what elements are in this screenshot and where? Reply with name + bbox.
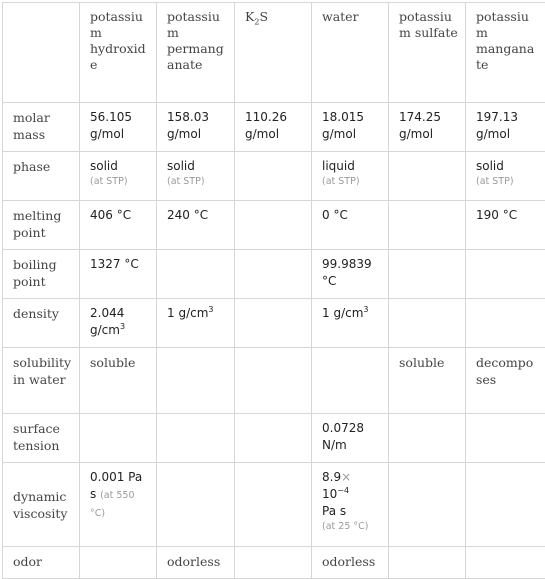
cell-phase-water xyxy=(312,152,389,201)
column-header-water: water xyxy=(312,3,389,103)
row-label-density: density xyxy=(3,299,80,348)
cell-melting-point-k2s xyxy=(235,201,312,250)
phase-value: solid xyxy=(90,159,118,173)
row-boiling-point xyxy=(3,250,545,299)
cell-boiling-point-koh: 1327 °C xyxy=(80,250,157,299)
viscosity-base: 10 xyxy=(322,487,338,501)
row-phase xyxy=(3,152,545,201)
cell-density-k2mno4 xyxy=(466,299,545,348)
cell-molar-mass-k2mno4: 197.13 g/mol xyxy=(466,103,545,152)
cell-molar-mass-k2s: 110.26 g/mol xyxy=(235,103,312,152)
cell-solubility-k2s xyxy=(235,348,312,414)
phase-note: (at STP) xyxy=(322,176,360,187)
viscosity-note: (at 550 °C) xyxy=(90,490,135,519)
column-header-potassium-sulfate: potassium sulfate xyxy=(389,3,466,103)
cell-boiling-point-k2so4 xyxy=(389,250,466,299)
row-melting-point xyxy=(3,201,545,250)
density-exponent: 3 xyxy=(119,322,126,331)
row-label-melting-point: melting point xyxy=(3,201,80,250)
cell-dynamic-viscosity-k2mno4 xyxy=(466,463,545,547)
cell-odor-k2mno4 xyxy=(466,547,545,579)
cell-boiling-point-k2mno4 xyxy=(466,250,545,299)
row-odor xyxy=(3,547,545,579)
cell-density-k2s xyxy=(235,299,312,348)
k2s-subscript: 2 xyxy=(254,17,260,27)
row-solubility xyxy=(3,348,545,414)
cell-molar-mass-koh: 56.105 g/mol xyxy=(80,103,157,152)
cell-solubility-k2so4: soluble xyxy=(389,348,466,414)
cell-melting-point-water: 0 °C xyxy=(312,201,389,250)
cell-phase-k2mno4 xyxy=(466,152,545,201)
row-density xyxy=(3,299,545,348)
column-header-potassium-permanganate: potassium permanganate xyxy=(157,3,235,103)
density-value: 1 g/cm xyxy=(167,306,209,320)
cell-boiling-point-k2s xyxy=(235,250,312,299)
cell-melting-point-koh: 406 °C xyxy=(80,201,157,250)
cell-odor-k2so4 xyxy=(389,547,466,579)
properties-table xyxy=(2,2,545,579)
cell-dynamic-viscosity-koh xyxy=(80,463,157,547)
column-header-k2s xyxy=(235,3,312,103)
row-label-dynamic-viscosity: dynamic viscosity xyxy=(3,463,80,547)
cell-density-koh xyxy=(80,299,157,348)
viscosity-value: 0.001 Pa s xyxy=(90,470,143,501)
cell-density-kmno4 xyxy=(157,299,235,348)
cell-odor-water: odorless xyxy=(312,547,389,579)
cell-molar-mass-kmno4: 158.03 g/mol xyxy=(157,103,235,152)
cell-surface-tension-k2mno4 xyxy=(466,414,545,463)
cell-solubility-k2mno4: decomposes xyxy=(466,348,545,414)
k2s-tail: S xyxy=(259,9,269,24)
phase-note: (at STP) xyxy=(476,176,514,187)
cell-boiling-point-water: 99.9839 °C xyxy=(312,250,389,299)
cell-phase-kmno4 xyxy=(157,152,235,201)
phase-value: solid xyxy=(476,159,504,173)
row-surface-tension xyxy=(3,414,545,463)
cell-solubility-kmno4 xyxy=(157,348,235,414)
cell-dynamic-viscosity-k2s xyxy=(235,463,312,547)
cell-melting-point-k2mno4: 190 °C xyxy=(466,201,545,250)
row-dynamic-viscosity xyxy=(3,463,545,547)
cell-dynamic-viscosity-water xyxy=(312,463,389,547)
row-molar-mass xyxy=(3,103,545,152)
phase-value: liquid xyxy=(322,159,355,173)
cell-melting-point-kmno4: 240 °C xyxy=(157,201,235,250)
row-label-phase: phase xyxy=(3,152,80,201)
cell-molar-mass-k2so4: 174.25 g/mol xyxy=(389,103,466,152)
cell-odor-koh xyxy=(80,547,157,579)
density-value: 2.044 g/cm xyxy=(90,306,125,337)
cell-surface-tension-k2s xyxy=(235,414,312,463)
cell-phase-k2s xyxy=(235,152,312,201)
cell-density-k2so4 xyxy=(389,299,466,348)
density-exponent: 3 xyxy=(208,305,214,314)
row-label-molar-mass: molar mass xyxy=(3,103,80,152)
viscosity-unit: Pa s xyxy=(322,504,347,518)
cell-surface-tension-kmno4 xyxy=(157,414,235,463)
row-label-odor: odor xyxy=(3,547,80,579)
row-label-surface-tension: surface tension xyxy=(3,414,80,463)
cell-odor-kmno4: odorless xyxy=(157,547,235,579)
column-header-potassium-hydroxide: potassium hydroxide xyxy=(80,3,157,103)
cell-surface-tension-k2so4 xyxy=(389,414,466,463)
corner-cell xyxy=(3,3,80,103)
row-label-boiling-point: boiling point xyxy=(3,250,80,299)
row-label-solubility: solubility in water xyxy=(3,348,80,414)
cell-dynamic-viscosity-k2so4 xyxy=(389,463,466,547)
column-header-potassium-manganate: potassium manganate xyxy=(466,3,545,103)
phase-value: solid xyxy=(167,159,195,173)
cell-surface-tension-koh xyxy=(80,414,157,463)
cell-density-water xyxy=(312,299,389,348)
times-sign: × xyxy=(341,470,352,484)
cell-surface-tension-water: 0.0728 N/m xyxy=(312,414,389,463)
cell-phase-k2so4 xyxy=(389,152,466,201)
cell-melting-point-k2so4 xyxy=(389,201,466,250)
viscosity-note: (at 25 °C) xyxy=(322,521,369,532)
k2s-symbol: K xyxy=(245,9,255,24)
header-row xyxy=(3,3,545,103)
cell-dynamic-viscosity-kmno4 xyxy=(157,463,235,547)
cell-solubility-water xyxy=(312,348,389,414)
density-exponent: 3 xyxy=(363,305,369,314)
phase-note: (at STP) xyxy=(90,176,128,187)
cell-phase-koh xyxy=(80,152,157,201)
viscosity-exponent: −4 xyxy=(337,486,350,495)
density-value: 1 g/cm xyxy=(322,306,364,320)
phase-note: (at STP) xyxy=(167,176,205,187)
cell-solubility-koh: soluble xyxy=(80,348,157,414)
cell-odor-k2s xyxy=(235,547,312,579)
cell-boiling-point-kmno4 xyxy=(157,250,235,299)
viscosity-mantissa: 8.9 xyxy=(322,470,342,484)
cell-molar-mass-water: 18.015 g/mol xyxy=(312,103,389,152)
